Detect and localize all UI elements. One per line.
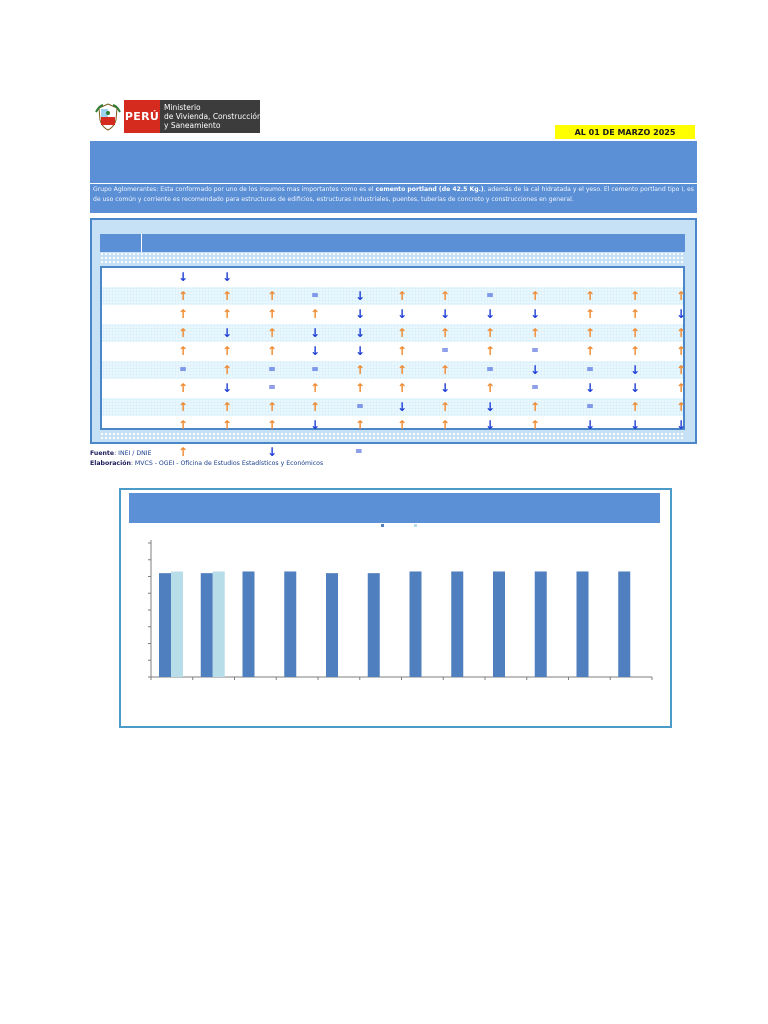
down-arrow-icon: ↓	[629, 381, 641, 395]
up-arrow-icon: ↑	[354, 418, 366, 432]
down-arrow-icon: ↓	[309, 325, 321, 340]
down-arrow-icon: ↓	[221, 381, 233, 395]
down-arrow-icon: ↓	[354, 307, 366, 321]
description-text-end: , además de la cal hidratada y el yeso. El cemento portland tipo I, es de uso común y corriente es recomendado para estructuras de edificios, estructuras industriales, puentes, tuberías de concreto y construcciones en general.	[93, 186, 694, 203]
up-arrow-icon: ↑	[439, 362, 451, 377]
bar-chart	[121, 490, 670, 726]
up-arrow-icon: ↑	[629, 325, 641, 340]
down-arrow-icon: ↓	[177, 270, 189, 284]
source-label: Fuente	[90, 450, 115, 457]
up-arrow-icon: ↑	[675, 381, 687, 395]
equal-sign-icon: =	[179, 364, 187, 375]
up-arrow-icon: ↑	[177, 288, 189, 303]
up-arrow-icon: ↑	[266, 418, 278, 432]
bar-series-1	[243, 571, 255, 677]
table-row	[102, 379, 687, 398]
down-arrow-icon: ↓	[439, 307, 451, 321]
up-arrow-icon: ↑	[675, 399, 687, 414]
down-arrow-icon: ↓	[629, 362, 641, 377]
up-arrow-icon: ↑	[396, 325, 408, 340]
up-arrow-icon: ↑	[529, 399, 541, 414]
bar-series-1	[451, 571, 463, 677]
up-arrow-icon: ↑	[221, 418, 233, 432]
up-arrow-icon: ↑	[221, 288, 233, 303]
up-arrow-icon: ↑	[584, 325, 596, 340]
description-text: Grupo Aglomerantes: Esta conformado por uno de los insumos mas importantes como es el	[93, 186, 376, 193]
down-arrow-icon: ↓	[484, 418, 496, 432]
ministry-line: de Vivienda, Construcción	[164, 112, 262, 121]
up-arrow-icon: ↑	[177, 344, 189, 358]
equal-sign-icon: =	[486, 364, 494, 375]
table-subheader	[100, 252, 685, 264]
equal-sign-icon: =	[586, 401, 594, 412]
legend-down-arrow: ↓	[267, 445, 278, 459]
up-arrow-icon: ↑	[629, 288, 641, 303]
bar-series-1	[159, 573, 171, 677]
down-arrow-icon: ↓	[354, 325, 366, 340]
up-arrow-icon: ↑	[266, 325, 278, 340]
equal-sign-icon: =	[441, 346, 449, 356]
prepared-by-label: Elaboración	[90, 460, 131, 467]
up-arrow-icon: ↑	[396, 362, 408, 377]
up-arrow-icon: ↑	[177, 307, 189, 321]
up-arrow-icon: ↑	[584, 288, 596, 303]
ministry-name	[160, 100, 260, 133]
equal-sign-icon: =	[356, 401, 364, 412]
up-arrow-icon: ↑	[439, 418, 451, 432]
up-arrow-icon: ↑	[484, 381, 496, 395]
bar-series-1	[368, 573, 380, 677]
equal-sign-icon: =	[486, 290, 494, 301]
down-arrow-icon: ↓	[354, 288, 366, 303]
up-arrow-icon: ↑	[584, 344, 596, 358]
up-arrow-icon: ↑	[221, 362, 233, 377]
bar-series-1	[535, 571, 547, 677]
prepared-by-note	[90, 460, 323, 467]
legend-up-arrow: ↑	[178, 445, 189, 459]
down-arrow-icon: ↓	[309, 344, 321, 358]
down-arrow-icon: ↓	[584, 381, 596, 395]
up-arrow-icon: ↑	[396, 418, 408, 432]
table-row	[102, 268, 683, 287]
equal-sign-icon: =	[311, 290, 319, 301]
up-arrow-icon: ↑	[177, 325, 189, 340]
source-value: : INEI / DNIE	[114, 450, 152, 457]
up-arrow-icon: ↑	[396, 381, 408, 395]
down-arrow-icon: ↓	[629, 418, 641, 432]
up-arrow-icon: ↑	[529, 288, 541, 303]
up-arrow-icon: ↑	[529, 418, 541, 432]
up-arrow-icon: ↑	[675, 288, 687, 303]
table-row	[102, 398, 687, 417]
table-footer-band	[100, 432, 685, 440]
up-arrow-icon: ↑	[221, 307, 233, 321]
trend-table-body	[100, 266, 685, 430]
chart-panel	[119, 488, 672, 728]
table-header	[100, 234, 685, 252]
group-description	[90, 184, 697, 213]
ministry-line: y Saneamiento	[164, 121, 221, 130]
down-arrow-icon: ↓	[484, 399, 496, 414]
bar-series-1	[618, 571, 630, 677]
equal-sign-icon: =	[586, 364, 594, 375]
up-arrow-icon: ↑	[177, 418, 189, 432]
equal-sign-icon: =	[311, 364, 319, 375]
down-arrow-icon: ↓	[675, 418, 687, 432]
legend-equal-sign: =	[355, 447, 363, 457]
up-arrow-icon: ↑	[484, 325, 496, 340]
up-arrow-icon: ↑	[439, 288, 451, 303]
bar-series-1	[410, 571, 422, 677]
table-row	[102, 342, 687, 361]
up-arrow-icon: ↑	[221, 399, 233, 414]
source-note	[90, 450, 151, 457]
trend-table-panel	[90, 218, 697, 444]
bar-series-1	[577, 571, 589, 677]
up-arrow-icon: ↑	[675, 344, 687, 358]
down-arrow-icon: ↓	[396, 399, 408, 414]
up-arrow-icon: ↑	[309, 381, 321, 395]
up-arrow-icon: ↑	[675, 362, 687, 377]
up-arrow-icon: ↑	[266, 399, 278, 414]
up-arrow-icon: ↑	[629, 307, 641, 321]
bar-series-2	[171, 571, 183, 677]
table-row	[102, 361, 687, 380]
up-arrow-icon: ↑	[354, 381, 366, 395]
ministry-logo	[95, 100, 261, 133]
up-arrow-icon: ↑	[177, 399, 189, 414]
ministry-line: Ministerio	[164, 103, 201, 112]
bar-series-1	[493, 571, 505, 677]
up-arrow-icon: ↑	[309, 399, 321, 414]
equal-sign-icon: =	[268, 364, 276, 375]
down-arrow-icon: ↓	[396, 307, 408, 321]
down-arrow-icon: ↓	[529, 307, 541, 321]
up-arrow-icon: ↑	[484, 344, 496, 358]
up-arrow-icon: ↑	[439, 325, 451, 340]
down-arrow-icon: ↓	[221, 270, 233, 284]
down-arrow-icon: ↓	[354, 344, 366, 358]
down-arrow-icon: ↓	[221, 325, 233, 340]
table-header-cell	[100, 234, 142, 252]
up-arrow-icon: ↑	[439, 399, 451, 414]
up-arrow-icon: ↑	[266, 344, 278, 358]
table-row	[102, 305, 687, 324]
equal-sign-icon: =	[531, 383, 539, 393]
description-highlight: cemento portland (de 42.5 Kg.)	[375, 186, 484, 193]
up-arrow-icon: ↑	[266, 307, 278, 321]
up-arrow-icon: ↑	[629, 399, 641, 414]
up-arrow-icon: ↑	[266, 288, 278, 303]
down-arrow-icon: ↓	[439, 381, 451, 395]
up-arrow-icon: ↑	[584, 307, 596, 321]
down-arrow-icon: ↓	[484, 307, 496, 321]
up-arrow-icon: ↑	[529, 325, 541, 340]
up-arrow-icon: ↑	[177, 381, 189, 395]
up-arrow-icon: ↑	[221, 344, 233, 358]
down-arrow-icon: ↓	[675, 307, 687, 321]
down-arrow-icon: ↓	[529, 362, 541, 377]
up-arrow-icon: ↑	[354, 362, 366, 377]
peru-label: PERÚ	[124, 100, 160, 133]
up-arrow-icon: ↑	[675, 325, 687, 340]
up-arrow-icon: ↑	[396, 288, 408, 303]
coat-of-arms-icon	[95, 102, 121, 132]
bar-series-2	[213, 571, 225, 677]
equal-sign-icon: =	[268, 383, 276, 393]
prepared-by-value: : MVCS - OGEI - Oficina de Estudios Estadísticos y Económicos	[130, 460, 324, 467]
up-arrow-icon: ↑	[309, 307, 321, 321]
bar-series-1	[326, 573, 338, 677]
table-row	[102, 324, 687, 343]
up-arrow-icon: ↑	[629, 344, 641, 358]
title-band	[90, 141, 697, 183]
bar-series-1	[284, 571, 296, 677]
date-badge: AL 01 DE MARZO 2025	[555, 125, 695, 139]
bar-series-1	[201, 573, 213, 677]
down-arrow-icon: ↓	[309, 418, 321, 432]
up-arrow-icon: ↑	[396, 344, 408, 358]
down-arrow-icon: ↓	[584, 418, 596, 432]
table-row	[102, 287, 687, 306]
equal-sign-icon: =	[531, 346, 539, 356]
